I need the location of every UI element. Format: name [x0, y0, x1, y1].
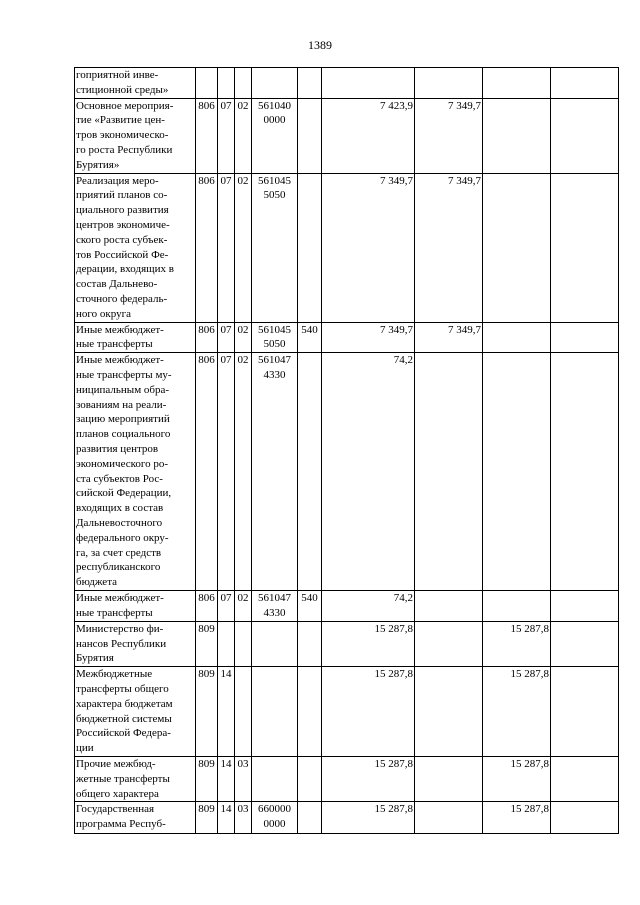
budget-table — [74, 67, 619, 834]
table-row — [75, 173, 619, 322]
target-article-cell: 561045 5050 — [252, 322, 298, 353]
amount-1-cell: 74,2 — [322, 591, 415, 622]
amount-2-cell: 7 349,7 — [415, 322, 483, 353]
subsection-code-cell: 02 — [235, 591, 252, 622]
ved-code-cell: 809 — [196, 667, 218, 757]
amount-2-cell — [415, 353, 483, 591]
ved-code-cell: 806 — [196, 322, 218, 353]
subsection-code-cell — [235, 667, 252, 757]
amount-4-cell — [551, 802, 619, 834]
section-code-cell: 07 — [218, 98, 235, 173]
row-name-cell: Государственная программа Респуб- — [75, 802, 196, 834]
amount-4-cell — [551, 667, 619, 757]
table-row — [75, 756, 619, 801]
expense-type-cell — [298, 802, 322, 834]
amount-3-cell — [483, 591, 551, 622]
amount-2-cell — [415, 591, 483, 622]
section-code-cell — [218, 68, 235, 99]
row-name-cell: Министерство фи- нансов Республики Бурятия — [75, 621, 196, 666]
amount-3-cell — [483, 68, 551, 99]
table-row — [75, 802, 619, 834]
amount-2-cell — [415, 756, 483, 801]
ved-code-cell: 806 — [196, 173, 218, 322]
row-name-cell: Межбюджетные трансферты общего характера бюджетам бюджетной системы Российской Федера- ции — [75, 667, 196, 757]
ved-code-cell: 806 — [196, 353, 218, 591]
expense-type-cell — [298, 353, 322, 591]
row-name-cell: гоприятной инве- стиционной среды» — [75, 68, 196, 99]
target-article-cell — [252, 621, 298, 666]
amount-3-cell: 15 287,8 — [483, 667, 551, 757]
target-article-cell: 561047 4330 — [252, 353, 298, 591]
target-article-cell: 561040 0000 — [252, 98, 298, 173]
subsection-code-cell: 03 — [235, 802, 252, 834]
section-code-cell: 14 — [218, 802, 235, 834]
amount-4-cell — [551, 353, 619, 591]
amount-1-cell: 15 287,8 — [322, 621, 415, 666]
amount-4-cell — [551, 68, 619, 99]
expense-type-cell — [298, 68, 322, 99]
amount-4-cell — [551, 322, 619, 353]
amount-4-cell — [551, 98, 619, 173]
table-row — [75, 591, 619, 622]
section-code-cell: 07 — [218, 591, 235, 622]
amount-1-cell: 74,2 — [322, 353, 415, 591]
target-article-cell: 561047 4330 — [252, 591, 298, 622]
amount-3-cell — [483, 98, 551, 173]
amount-4-cell — [551, 591, 619, 622]
expense-type-cell: 540 — [298, 591, 322, 622]
amount-1-cell — [322, 68, 415, 99]
amount-2-cell — [415, 802, 483, 834]
ved-code-cell: 806 — [196, 98, 218, 173]
expense-type-cell: 540 — [298, 322, 322, 353]
expense-type-cell — [298, 756, 322, 801]
amount-4-cell — [551, 173, 619, 322]
amount-3-cell: 15 287,8 — [483, 802, 551, 834]
section-code-cell: 14 — [218, 667, 235, 757]
target-article-cell: 561045 5050 — [252, 173, 298, 322]
page-number: 1389 — [308, 38, 332, 52]
amount-4-cell — [551, 621, 619, 666]
table-row — [75, 667, 619, 757]
row-name-cell: Основное мероприя- тие «Развитие цен- тров экономическо- го роста Республики Бурятия» — [75, 98, 196, 173]
amount-2-cell: 7 349,7 — [415, 98, 483, 173]
amount-2-cell — [415, 68, 483, 99]
table-row — [75, 322, 619, 353]
table-row — [75, 68, 619, 99]
ved-code-cell — [196, 68, 218, 99]
amount-3-cell: 15 287,8 — [483, 621, 551, 666]
amount-4-cell — [551, 756, 619, 801]
amount-3-cell — [483, 173, 551, 322]
table-row — [75, 353, 619, 591]
row-name-cell: Реализация меро- приятий планов со- циального развития центров экономиче- ского роста субъек- тов Российской Фе- дерации, входящих в состав Дальнево- сточного федераль- ного округа — [75, 173, 196, 322]
table-row — [75, 621, 619, 666]
amount-1-cell: 15 287,8 — [322, 667, 415, 757]
subsection-code-cell: 02 — [235, 322, 252, 353]
target-article-cell — [252, 68, 298, 99]
row-name-cell: Иные межбюджет- ные трансферты — [75, 322, 196, 353]
amount-2-cell — [415, 667, 483, 757]
amount-3-cell — [483, 353, 551, 591]
row-name-cell: Прочие межбюд- жетные трансферты общего характера — [75, 756, 196, 801]
subsection-code-cell: 02 — [235, 98, 252, 173]
section-code-cell: 07 — [218, 173, 235, 322]
amount-1-cell: 7 423,9 — [322, 98, 415, 173]
ved-code-cell: 809 — [196, 802, 218, 834]
subsection-code-cell: 02 — [235, 173, 252, 322]
target-article-cell — [252, 667, 298, 757]
expense-type-cell — [298, 173, 322, 322]
amount-1-cell: 15 287,8 — [322, 756, 415, 801]
amount-3-cell: 15 287,8 — [483, 756, 551, 801]
section-code-cell: 07 — [218, 322, 235, 353]
amount-1-cell: 15 287,8 — [322, 802, 415, 834]
amount-2-cell: 7 349,7 — [415, 173, 483, 322]
row-name-cell: Иные межбюджет- ные трансферты — [75, 591, 196, 622]
table-row — [75, 98, 619, 173]
expense-type-cell — [298, 98, 322, 173]
target-article-cell — [252, 756, 298, 801]
section-code-cell — [218, 621, 235, 666]
subsection-code-cell: 02 — [235, 353, 252, 591]
expense-type-cell — [298, 667, 322, 757]
expense-type-cell — [298, 621, 322, 666]
row-name-cell: Иные межбюджет- ные трансферты му- ниципальным обра- зованиям на реали- зацию мероприятий планов социального развития центров экономического ро- ста субъектов Рос- сийской Федерации, входящих в состав Дальневосточного федерального окру- га, за счет средств республиканского бюджета — [75, 353, 196, 591]
ved-code-cell: 809 — [196, 621, 218, 666]
amount-2-cell — [415, 621, 483, 666]
subsection-code-cell — [235, 68, 252, 99]
subsection-code-cell — [235, 621, 252, 666]
ved-code-cell: 809 — [196, 756, 218, 801]
section-code-cell: 07 — [218, 353, 235, 591]
ved-code-cell: 806 — [196, 591, 218, 622]
section-code-cell: 14 — [218, 756, 235, 801]
amount-1-cell: 7 349,7 — [322, 173, 415, 322]
amount-3-cell — [483, 322, 551, 353]
amount-1-cell: 7 349,7 — [322, 322, 415, 353]
subsection-code-cell: 03 — [235, 756, 252, 801]
target-article-cell: 660000 0000 — [252, 802, 298, 834]
